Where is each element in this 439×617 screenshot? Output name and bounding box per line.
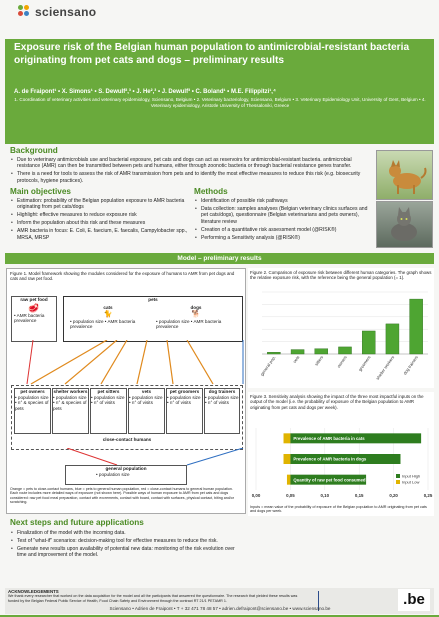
x-tick-label: 0,10 <box>320 493 330 498</box>
figure-2 <box>248 268 434 388</box>
close-contact-label: close-contact humans <box>102 437 152 442</box>
objective-item: • AMR bacteria in focus: E. Coli, E. faecium, E. faecalis, Campylobacter spp., MRSA, MRSP <box>17 228 188 241</box>
sensitivity-tornado-chart <box>248 426 434 506</box>
figure-1-legend: Orange = pets to close-contact humans, blue = pets to general human population, red = close-contact humans to general human population. Each route includes more detailed ways of exposure (not shown here). Possible ways of human exposure to AMR from pet cats and dogs considered: raw pet food meal preparation, contact with excrements, contact with board, contact with surfaces, physical contact, biting and/or scratching. <box>10 487 234 505</box>
food-bowl-icon: 🥩 <box>28 302 40 313</box>
figure-1-caption: Figure 1. Model framework showing the modules considered for the exposure of humans to AMR from pet dogs and cats and raw pet food. <box>10 271 235 282</box>
bar-1 <box>291 350 304 354</box>
group-pet-groomers <box>166 388 203 434</box>
general-population-box <box>65 465 187 485</box>
logo-text: sciensano <box>35 5 97 19</box>
bar-3 <box>338 347 351 354</box>
input-label: Quantity of raw pet food consumed <box>293 477 366 483</box>
cat-photo <box>376 201 433 248</box>
category-label: vets <box>291 354 301 364</box>
bar-0 <box>267 352 280 354</box>
risk-bar-chart <box>248 288 434 388</box>
cats-label: cats <box>103 305 113 310</box>
cats-box <box>70 305 146 338</box>
method-item: • Performing a Sensitivity analysis (@RISK®) <box>201 235 372 241</box>
legend-swatch-high <box>396 474 400 478</box>
group-items: • population size • n° & species of pets <box>53 394 87 411</box>
x-tick-label: 0,25 <box>423 493 433 498</box>
input-label: Prevalence of AMR bacteria in cats <box>293 435 365 441</box>
next-steps-list <box>10 530 242 560</box>
objectives-list <box>10 198 188 242</box>
group-name: vets <box>141 389 152 394</box>
objective-item: • Estimation: probability of the Belgian population exposure to AMR bacteria originating from pet cats/dogs <box>17 198 188 211</box>
method-item: • Creation of a quantitative risk assessment model (@RISK®) <box>201 227 372 233</box>
bar-4 <box>362 331 375 354</box>
background-bullet-2: • There is a need for tools to assess the risk of AMR transmission from pets and to identify the most effective measures to reduce this risk (e.g. biosecurity protocols, hygiene practices). <box>17 171 370 184</box>
background-bullet-1: • Due to veterinary antimicrobials use and bacterial exposure, pet cats and dogs can act as reservoirs for antimicrobial-resistant bacteria. antimicrobial resistance (AMR) can then be transmitted between pets and humans, either through zoonotic bacteria or through bacterial resistance genes transfer. <box>17 157 370 170</box>
category-label: dog trainers <box>402 354 419 376</box>
acknowledgements-heading: ACKNOWLEDGEMENTS <box>8 589 59 594</box>
pets-box <box>63 296 243 342</box>
objective-item: • Inform the population about this risk and these measures <box>17 220 188 226</box>
group-items: • population size • n° & species of pets <box>15 394 49 411</box>
bar-6 <box>410 299 423 354</box>
exposure-arrows <box>7 340 245 385</box>
contact-line: Sciensano • Adrien de Fraipont • T + 32 471 78 48 57 • adrien.defraipont@sciensano.be • www.sciensano.be <box>109 606 331 611</box>
logo-dots-icon <box>18 5 32 19</box>
legend-label-high: Input High <box>402 473 421 479</box>
general-population-label: general population <box>105 466 147 471</box>
method-item: • Data collection: samples analyses (Belgian veterinary clinics surfaces and pet cats/dogs), questionnaire (Belgian veterinarians and pets owners), literature review <box>201 206 372 225</box>
legend-label-low: Input Low <box>402 479 420 485</box>
acknowledgements-text: We thank every researcher that worked on the data acquisition for the model and all the participants that answered the questionnaire. The research that yielded these results was funded by the Belgian Federal Public Service of Health, Food Chain Safety and Environment through the contract RT 21/1 PETAMR 1. <box>8 594 298 603</box>
group-items: • population size • n° of visits <box>167 394 201 406</box>
group-name: pet sitters <box>97 389 120 394</box>
dog-photo <box>376 150 433 200</box>
objective-item: • Highlight: effective measures to reduce exposure risk <box>17 212 188 218</box>
category-label: shelter workers <box>374 354 396 381</box>
model-results-band: Model – preliminary results <box>5 253 434 264</box>
sciensano-logo <box>18 5 96 19</box>
legend-swatch-low <box>396 480 400 484</box>
affiliations: 1. Coordination of veterinary activities and veterinary epidemiology, Sciensano, Belgium • 2. Veterinary bacteriology, Sciensano, Belgium • 3. Veterinary Epidemiology Unit, University of Gent, Belgium • 4. Veterinary epidemiology, Aristotle University of Thessaloniki, Greece <box>14 97 426 108</box>
category-label: general pop. <box>259 354 277 377</box>
x-tick-label: 0,15 <box>354 493 364 498</box>
dog-silhouette-icon: 🐕 <box>191 310 201 318</box>
methods-heading: Methods <box>194 187 228 196</box>
group-name: shelter workers <box>53 389 88 394</box>
bar-low-1 <box>284 454 291 464</box>
bar-5 <box>386 324 399 354</box>
group-name: dog trainers <box>208 389 236 394</box>
figure-1 <box>6 268 246 514</box>
group-pet-sitters <box>90 388 127 434</box>
figure-2-caption: Figure 2. Comparison of exposure risk between different human categories. The graph shows the relative exposure risk, with the reference being the general population (= 1). <box>250 270 432 281</box>
group-pet-owners <box>14 388 51 434</box>
group-name: pet owners <box>20 389 45 394</box>
cats-items: • population size • AMR bacteria prevalence <box>70 318 136 330</box>
next-step-item: • Generate new results upon availability of potential new data: monitoring of the risk evolution over time and improvement of the model. <box>17 546 242 559</box>
raw-pet-food-label: raw pet food <box>20 297 48 302</box>
x-tick-label: 0,20 <box>389 493 398 498</box>
group-items: • population size • n° of visits <box>205 394 239 406</box>
group-dog-trainers <box>204 388 240 434</box>
x-tick-label: 0,00 <box>251 493 261 498</box>
bar-low-2 <box>287 475 290 485</box>
group-items: • population size • n° of visits <box>129 394 163 406</box>
close-contact-humans-box <box>11 385 243 450</box>
pets-label: pets <box>148 297 158 302</box>
dog-icon <box>377 151 432 199</box>
group-vets <box>128 388 165 434</box>
raw-food-items: • AMR bacteria prevalence <box>14 312 45 324</box>
next-step-item: • Finalization of the model with the incoming data. <box>17 530 242 536</box>
category-label: sitters <box>313 354 325 367</box>
group-items: • population size • n° of visits <box>91 394 125 406</box>
methods-list <box>194 198 372 242</box>
bar-2 <box>315 349 328 354</box>
bar-low-0 <box>284 433 291 443</box>
x-tick-label: 0,05 <box>286 493 295 498</box>
be-logo: .be <box>398 589 430 611</box>
next-step-item: • Test of "what-if" scenarios: decision-making tool for effective measures to reduce the risk. <box>17 538 242 544</box>
general-population-items: • population size <box>96 471 130 477</box>
group-name: pet groomers <box>169 389 200 394</box>
objectives-heading: Main objectives <box>10 187 71 196</box>
raw-pet-food-box <box>11 296 57 342</box>
cat-icon <box>377 202 432 247</box>
next-steps-heading: Next steps and future applications <box>10 518 144 527</box>
dogs-box <box>156 305 236 338</box>
category-label: owners <box>335 354 348 369</box>
category-label: groomers <box>357 354 372 373</box>
dogs-items: • population size • AMR bacteria prevalence <box>156 318 222 330</box>
background-heading: Background <box>10 146 58 155</box>
method-item: • Identification of possible risk pathways <box>201 198 372 204</box>
cat-silhouette-icon: 🐈 <box>103 310 113 318</box>
dogs-label: dogs <box>190 305 202 310</box>
figure-3-caption: Figure 3. Sensitivity analysis showing the impact of the three most impactful inputs on the output of the model (i.e. the probability of exposure of the Belgian population to AMR originating from pet cats and dogs per week). <box>250 394 424 410</box>
input-label: Prevalence of AMR bacteria in dogs <box>293 456 367 462</box>
group-shelter-workers <box>52 388 89 434</box>
figure-3-note: Inputs = mean value of the probability of exposure of the Belgian population to AMR originating from pet cats and dogs per week. <box>250 505 427 514</box>
figure-3 <box>248 392 434 516</box>
general-pop-arrows <box>7 448 245 466</box>
background-text <box>10 157 370 186</box>
authors: A. de Fraipont¹ • X. Simons¹ • S. Dewulf²,³ • J. He²,³ • J. Dewulf³ • C. Boland¹ • M.E. Filippitzi¹,⁴ <box>14 89 276 95</box>
poster-title: Exposure risk of the Belgian human population to antimicrobial-resistant bacteria originating from pet cats and dogs – preliminary results <box>14 42 410 66</box>
